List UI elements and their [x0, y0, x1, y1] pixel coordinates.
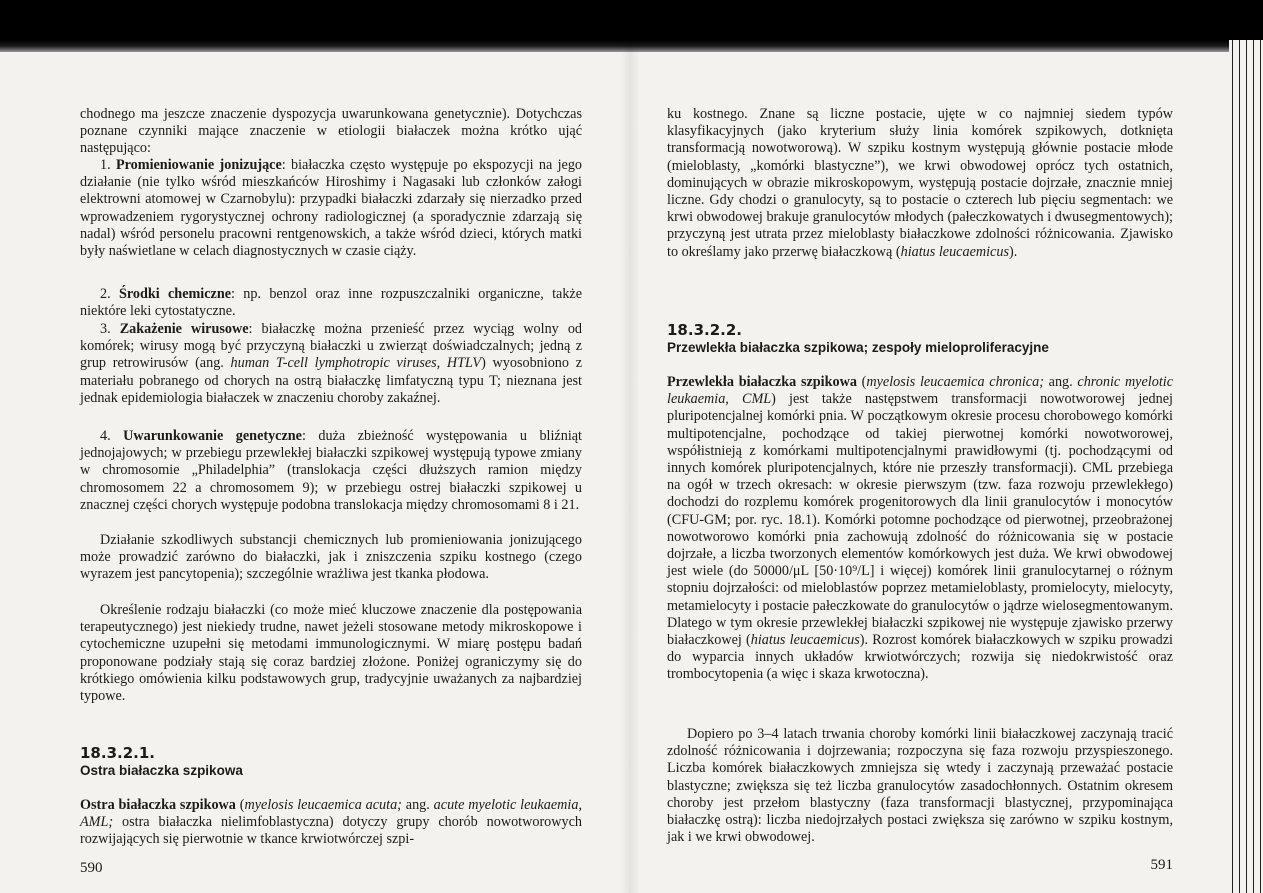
paragraph-aml-continued: ku kostnego. Znane są liczne postacie, ujęte w co najmniej siedem typów klasyfikacyjnych (jako kryterium służy linia komórek szpikowych, dotknięta transformacją nowotworową). W szpiku kostnym występują głównie postacie młode (mieloblasty, „komórki blastyczne”), we krwi obwodowej oprócz tych ostatnich, dominujących w obrazie mikroskopowym, występują postacie dojrzałe, znacznie mniej liczne. Gdy chodzi o granulocyty, są to postacie o czterech lub pięciu segmentach: we krwi obwodowej brakuje granulocytów młodych (pałeczkowatych i dwusegmentowych); przyczyną jest utrata przez mieloblasty białaczkowe zdolności różnicowania. Zjawisko to określamy jako przerwę białaczkową (hiatus leucaemicus). [667, 106, 1173, 260]
list-item-radiation: 1. Promieniowanie jonizujące: białaczka często występuje po ekspozycji na jego działanie (nie tylko wśród mieszkańców Hiroshimy i Nagasaki lub członków załogi elektrowni atomowej w Czarnobylu): przypadki białaczki zdarzały się nierzadko przed wprowadzeniem rygorystycznej ochrony radiologicznej (a sporadycznie zdarzają się nadal) wśród personelu pracowni rentgenowskich, a także wśród dzieci, których matki były naświetlane w celach diagnostycznych w czasie ciąży. [80, 157, 583, 260]
page-edge-stack [1229, 40, 1263, 893]
page-number: 590 [80, 860, 103, 876]
term-genetic: Uwarunkowanie genetyczne [123, 428, 302, 444]
section-number: 18.3.2.2. [667, 321, 742, 339]
list-item-genetic: 4. Uwarunkowanie genetyczne: duża zbieżność występowania u bliźniąt jednojajowych; w przebiegu przewlekłej białaczki szpikowej występują typowe zmiany w chromosomie „Philadelphia” (translokacja części dłuższych ramion między chromosomem 22 a chromosomem 9); w przebiegu ostrej białaczki szpikowej u znacznej części chorych występuje podobna translokacja między chromosomami 8 i 21. [80, 428, 582, 513]
intro-paragraph: chodnego ma jeszcze znaczenie dyspozycja uwarunkowana genetycznie). Dotychczas poznane czynniki mające znaczenie w etiologii białaczek można krótko ująć następująco: [80, 106, 582, 157]
section-heading-cml [667, 322, 1173, 356]
page-number: 591 [1150, 857, 1173, 873]
term-cml: Przewlekła białaczka szpikowa [667, 374, 857, 390]
paragraph-classification: Określenie rodzaju białaczki (co może mieć kluczowe znaczenie dla postępowania terapeutycznego) jest niekiedy trudne, nawet jeżeli stosowane metody mikroskopowe i cytochemiczne uzupełni się metodami immunologicznymi. W miarę postępu badań proponowane podziały stają się coraz bardziej złożone. Poniżej ograniczymy się do krótkiego omówienia kilku podstawowych grup, tradycyjnie uważanych za najbardziej typowe. [80, 602, 582, 705]
term-radiation: Promieniowanie jonizujące [115, 157, 282, 173]
term-chemicals: Środki chemiczne [118, 286, 232, 302]
paragraph-cml: Przewlekła białaczka szpikowa (myelosis leucaemica chronica; ang. chronic myelotic leukaemia, CML) jest także następstwem transformacji nowotworowej jednej pluripotencjalnej komórki pnia. W początkowym okresie procesu chorobowego komórki multipotencjalne, pochodzące od takiej pierwotnej komórki nowotworowej, współistnieją z komórkami multipotencjalnymi prawidłowymi (tj. pochodzącymi od innych komórek pluripotencjalnych, które nie przeszły transformacji). CML przebiega na ogół w trzech okresach: w okresie pierwszym (tzw. faza rozwoju przewlekłego) dochodzi do rozplemu komórek progenitorowych dla linii granulocytów i monocytów (CFU-GM; por. ryc. 18.1). Komórki potomne pochodzące od pierwotnej, przeobrażonej nowotworowo komórki pnia zachowują zdolność do różnicowania się w postacie dojrzałe, a liczba tworzonych elementów komórkowych jest duża. We krwi obwodowej jest wiele (do 50000/μL [50·10⁹/L] i więcej) komórek linii granulocytarnej o różnym stopniu dojrzałości: od mieloblastów poprzez metamieloblasty, promielocyty, mielocyty, metamielocyty i postacie pałeczkowate do granulocytów o jądrze wielosegmentowanym. Dlatego w tym okresie przewlekłej białaczki szpikowej nie występuje zjawisko przerwy białaczkowej (hiatus leucaemicus). Rozrost komórek białaczkowych w szpiku prowadzi do wyparcia innych układów krwiotwórczych; rozwija się niedokrwistość oraz trombocytopenia (a więc i skaza krwotoczna). [667, 374, 1173, 683]
section-heading-aml [80, 745, 582, 779]
paragraph-cml-phases: Dopiero po 3–4 latach trwania choroby komórki linii białaczkowej zaczynają tracić zdolność różnicowania i dojrzewania; rozpoczyna się faza rozwoju przyspieszonego. Liczba komórek białaczkowych zmniejsza się wtedy i zaczynają przeważać postacie blastyczne; zwiększa się też liczba granulocytów zasadochłonnych. Ostatnim okresem choroby jest przełom blastyczny (faza transformacji blastycznej, przypominająca białaczkę ostrą): liczba niedojrzałych postaci zwiększa się zarówno w szpiku kostnym, jak i we krwi obwodowej. [667, 726, 1173, 846]
paragraph-aml: Ostra białaczka szpikowa (myelosis leucaemica acuta; ang. acute myelotic leukaemia, AML; ostra białaczka nielimfoblastyczna) dotyczy grupy chorób nowotworowych rozwijających się pierwotnie w tkance krwiotwórczej szpi- [80, 797, 583, 848]
list-item-virus: 3. Zakażenie wirusowe: białaczkę można przenieść przez wyciąg wolny od komórek; wirusy mogą być przyczyną białaczki u zwierząt doświadczalnych; jedną z grup retrowirusów (ang. human T-cell lymphotropic viruses, HTLV) wyosobniono z materiału pobranego od chorych na ostrą białaczkę limfatyczną typu T; nieznana jest jednak epidemiologia białaczek w znaczeniu choroby zakaźnej. [80, 321, 583, 406]
section-title: Przewlekła białaczka szpikowa; zespoły mieloproliferacyjne [667, 340, 1049, 355]
paragraph-chemical-effects: Działanie szkodliwych substancji chemicznych lub promieniowania jonizującego może prowadzić zarówno do białaczki, jak i zniszczenia szpiku kostnego (czego wyrazem jest pancytopenia); szczególnie wrażliwa jest tkanka płodowa. [80, 532, 582, 583]
section-number: 18.3.2.1. [80, 744, 155, 762]
book-spine-shadow [620, 40, 640, 893]
section-title: Ostra białaczka szpikowa [80, 763, 243, 778]
term-aml: Ostra białaczka szpikowa [80, 797, 236, 813]
term-virus: Zakażenie wirusowe [119, 321, 249, 337]
list-item-chemicals: 2. Środki chemiczne: np. benzol oraz inne rozpuszczalniki organiczne, także niektóre leki cytostatyczne. [80, 286, 583, 320]
